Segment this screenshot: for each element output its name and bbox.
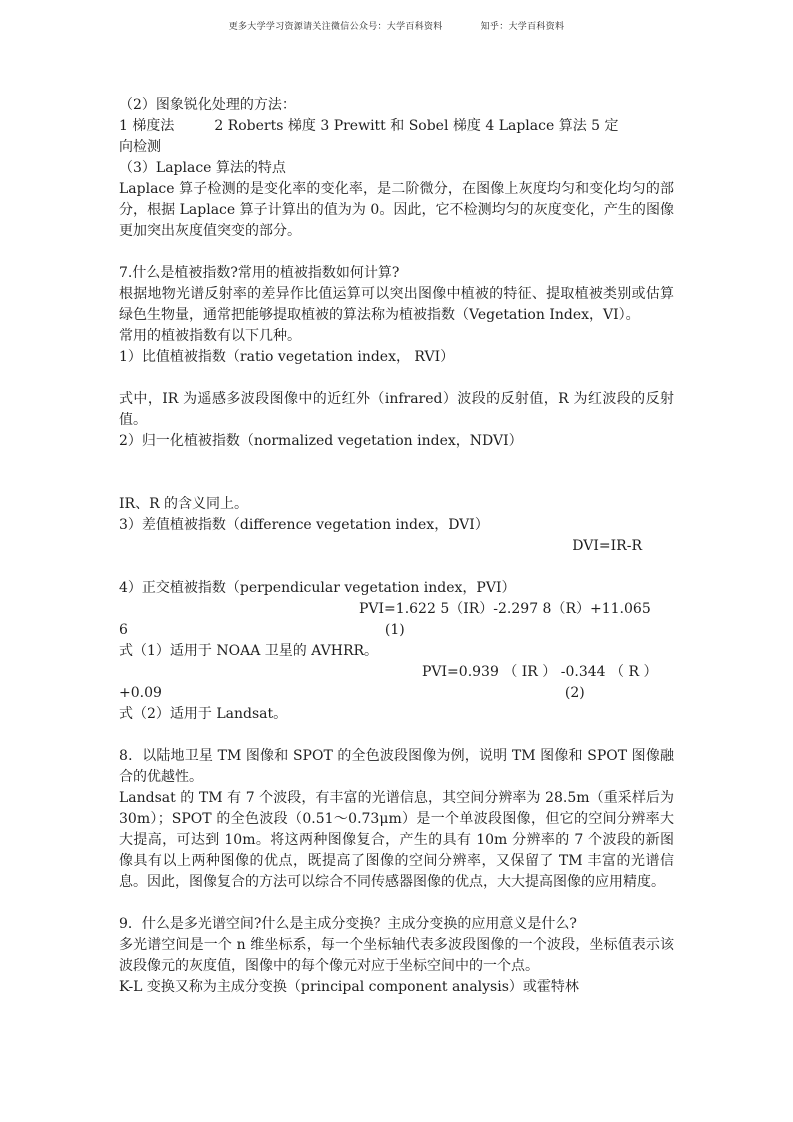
document-body xyxy=(119,95,674,998)
laplace-paragraph: Laplace 算子检测的是变化率的变化率，是二阶微分，在图像上灰度均匀和变化均匀的部分，根据 Laplace 算子计算出的值为为 0。因此，它不检测均匀的灰度变化，产生的图像更加突出灰度值突变的部分。 xyxy=(119,181,674,239)
equation-number-1: (1) xyxy=(384,622,405,638)
answer-8-paragraph: Landsat 的 TM 有 7 个波段，有丰富的光谱信息，其空间分辨率为 28.5m（重采样后为 30m）；SPOT 的全色波段（0.51～0.73μm）是一个单波段图像，但它的空间分辨率大大提高，可达到 10m。将这两种图像复合，产生的具有 10m 分辨率的 7 个波段的新图像具有以上两种图像的优点，既提高了图像的空间分辨率，又保留了 TM 丰富的光谱信息。因此，图像复合的方法可以综合不同传感器图像的优点，大大提高图像的应用精度。 xyxy=(119,790,674,890)
sharpen-methods-list-cont: 向检测 xyxy=(119,139,161,155)
sharpen-methods-heading: （2）图象锐化处理的方法： xyxy=(119,97,296,113)
pvi-formula-1-cont xyxy=(119,620,674,641)
page-header xyxy=(0,19,793,32)
laplace-heading: （3）Laplace 算法的特点 xyxy=(119,160,286,176)
header-zhihu-text: 知乎：大学百科资料 xyxy=(480,22,565,32)
pvi-formula-2: PVI=0.939 （ IR ） -0.344 （ R ） xyxy=(422,664,658,680)
pvi-formula-2-cont xyxy=(119,683,674,704)
answer-9-paragraph: 多光谱空间是一个 n 维坐标系，每一个坐标轴代表多波段图像的一个波段，坐标值表示该波段像元的灰度值，图像中的每个像元对应于坐标空间中的一个点。 xyxy=(119,937,674,974)
header-wechat-text: 更多大学学习资源请关注微信公众号：大学百科资料 xyxy=(228,22,443,32)
rvi-heading: 1）比值植被指数（ratio vegetation index， RVI） xyxy=(119,349,455,365)
method-gradient: 1 梯度法 xyxy=(119,118,175,134)
answer-7-intro: 常用的植被指数有以下几种。 xyxy=(119,328,301,344)
pvi-formula-2-tail: +0.09 xyxy=(119,685,162,701)
pvi-formula-1-tail: 6 xyxy=(119,622,128,638)
equation-number-2: (2) xyxy=(564,685,585,701)
pvi-formula-1: PVI=1.622 5（IR）-2.297 8（R）+11.065 xyxy=(359,601,651,617)
pvi-note-2: 式（2）适用于 Landsat。 xyxy=(119,706,288,722)
rvi-description: 式中，IR 为遥感多波段图像中的近红外（infrared）波段的反射值，R 为红波段的反射值。 xyxy=(119,391,674,428)
question-9: 9．什么是多光谱空间?什么是主成分变换？主成分变换的应用意义是什么? xyxy=(119,916,577,932)
ndvi-description: IR、R 的含义同上。 xyxy=(119,496,249,512)
pvi-note-1: 式（1）适用于 NOAA 卫星的 AVHRR。 xyxy=(119,643,379,659)
method-others: 2 Roberts 梯度 3 Prewitt 和 Sobel 梯度 4 Laplace 算法 5 定 xyxy=(214,118,619,134)
dvi-heading: 3）差值植被指数（difference vegetation index，DVI） xyxy=(119,517,489,533)
question-7: 7.什么是植被指数?常用的植被指数如何计算? xyxy=(119,265,400,281)
question-8: 8．以陆地卫星 TM 图像和 SPOT 的全色波段图像为例，说明 TM 图像和 SPOT 图像融合的优越性。 xyxy=(119,748,674,785)
pvi-heading: 4）正交植被指数（perpendicular vegetation index，PVI） xyxy=(119,580,516,596)
answer-9-kl: K-L 变换又称为主成分变换（principal component analysis）或霍特林 xyxy=(119,979,579,995)
dvi-formula: DVI=IR-R xyxy=(572,538,642,554)
answer-7-paragraph: 根据地物光谱反射率的差异作比值运算可以突出图像中植被的特征、提取植被类别或估算绿色生物量，通常把能够提取植被的算法称为植被指数（Vegetation Index，VI）。 xyxy=(119,286,674,323)
sharpen-methods-list xyxy=(119,116,674,137)
ndvi-heading: 2）归一化植被指数（normalized vegetation index，NDVI） xyxy=(119,433,523,449)
